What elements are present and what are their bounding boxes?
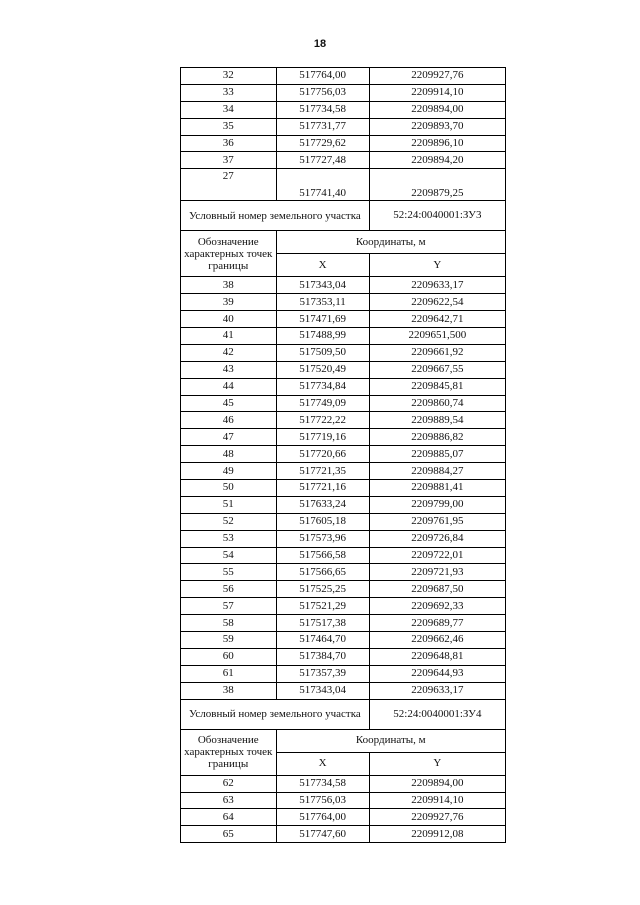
x-value: 517727,48 [276,152,369,169]
point-id: 59 [181,632,277,649]
x-value: 517566,58 [276,547,369,564]
coordinates-table [180,67,506,843]
table-row [181,564,506,581]
point-id: 55 [181,564,277,581]
x-value: 517509,50 [276,344,369,361]
point-id: 57 [181,598,277,615]
point-id: 37 [181,152,277,169]
y-value: 2209726,84 [369,530,505,547]
point-id: 33 [181,84,277,101]
table-row [181,826,506,843]
x-value: 517633,24 [276,496,369,513]
x-value: 517384,70 [276,648,369,665]
y-value: 2209633,17 [369,682,505,699]
x-value: 517731,77 [276,118,369,135]
x-value: 517741,40 [276,169,369,201]
y-value: 2209860,74 [369,395,505,412]
x-value: 517573,96 [276,530,369,547]
table-row [181,344,506,361]
y-value: 2209722,01 [369,547,505,564]
table-row [181,311,506,328]
plot-number-row [181,699,506,729]
table-row [181,101,506,118]
y-value: 2209912,08 [369,826,505,843]
y-value: 2209889,54 [369,412,505,429]
y-value: 2209661,92 [369,344,505,361]
point-id: 44 [181,378,277,395]
x-value: 517721,35 [276,463,369,480]
point-id: 42 [181,344,277,361]
x-value: 517521,29 [276,598,369,615]
y-value: 2209885,07 [369,446,505,463]
header-row [181,231,506,254]
x-value: 517749,09 [276,395,369,412]
point-id: 45 [181,395,277,412]
x-value: 517357,39 [276,665,369,682]
point-id: 50 [181,480,277,497]
table-row [181,378,506,395]
x-value: 517734,58 [276,775,369,792]
point-id: 47 [181,429,277,446]
point-id: 38 [181,682,277,699]
x-value: 517764,00 [276,68,369,85]
y-value: 2209914,10 [369,84,505,101]
x-value: 517464,70 [276,632,369,649]
y-value: 2209881,41 [369,480,505,497]
point-id: 32 [181,68,277,85]
x-value: 517353,11 [276,294,369,311]
x-value: 517525,25 [276,581,369,598]
y-value: 2209622,54 [369,294,505,311]
x-value: 517734,58 [276,101,369,118]
table-row [181,581,506,598]
table-row [181,277,506,294]
point-header: Обозначение характерных точек границы [181,729,277,775]
point-id: 35 [181,118,277,135]
plot-number: 52:24:0040001:ЗУ3 [369,201,505,231]
table-row [181,412,506,429]
y-value: 2209799,00 [369,496,505,513]
point-id: 58 [181,615,277,632]
y-value: 2209894,00 [369,775,505,792]
y-value: 2209894,00 [369,101,505,118]
table-row [181,792,506,809]
table-row [181,775,506,792]
y-value: 2209633,17 [369,277,505,294]
x-value: 517734,84 [276,378,369,395]
plot-label: Условный номер земельного участка [181,699,370,729]
table-row [181,496,506,513]
y-value: 2209927,76 [369,68,505,85]
table-row [181,118,506,135]
y-header: Y [369,254,505,277]
x-value: 517488,99 [276,328,369,345]
y-value: 2209914,10 [369,792,505,809]
table-row [181,446,506,463]
x-value: 517720,66 [276,446,369,463]
y-value: 2209689,77 [369,615,505,632]
y-value: 2209893,70 [369,118,505,135]
coords-header: Координаты, м [276,231,506,254]
point-id: 49 [181,463,277,480]
y-value: 2209894,20 [369,152,505,169]
point-id: 48 [181,446,277,463]
point-id: 62 [181,775,277,792]
y-value: 2209721,93 [369,564,505,581]
y-value: 2209692,33 [369,598,505,615]
plot-number-row [181,201,506,231]
table-row [181,682,506,699]
coords-header: Координаты, м [276,729,506,752]
point-id: 40 [181,311,277,328]
y-value: 2209648,81 [369,648,505,665]
y-value: 2209879,25 [369,169,505,201]
y-value: 2209642,71 [369,311,505,328]
plot-number: 52:24:0040001:ЗУ4 [369,699,505,729]
point-header: Обозначение характерных точек границы [181,231,277,277]
y-value: 2209845,81 [369,378,505,395]
point-id: 51 [181,496,277,513]
table-row [181,68,506,85]
point-id: 61 [181,665,277,682]
x-value: 517471,69 [276,311,369,328]
header-row [181,729,506,752]
x-value: 517343,04 [276,682,369,699]
table-row [181,809,506,826]
table-row [181,513,506,530]
point-id: 38 [181,277,277,294]
y-value: 2209667,55 [369,361,505,378]
x-value: 517756,03 [276,792,369,809]
table-row [181,480,506,497]
x-value: 517729,62 [276,135,369,152]
y-value: 2209927,76 [369,809,505,826]
y-value: 2209644,93 [369,665,505,682]
table-row [181,328,506,345]
table-row [181,152,506,169]
table-row [181,361,506,378]
y-value: 2209662,46 [369,632,505,649]
table-row [181,294,506,311]
x-value: 517722,22 [276,412,369,429]
point-id: 39 [181,294,277,311]
point-id: 34 [181,101,277,118]
x-value: 517721,16 [276,480,369,497]
point-id: 63 [181,792,277,809]
point-id: 46 [181,412,277,429]
point-id: 43 [181,361,277,378]
x-value: 517756,03 [276,84,369,101]
x-value: 517343,04 [276,277,369,294]
table-row [181,615,506,632]
table-row [181,530,506,547]
table-row [181,429,506,446]
x-value: 517566,65 [276,564,369,581]
point-id: 27 [181,169,277,201]
y-value: 2209687,50 [369,581,505,598]
table-row [181,395,506,412]
page-number: 18 [313,38,327,50]
table-row [181,135,506,152]
point-id: 36 [181,135,277,152]
x-value: 517605,18 [276,513,369,530]
y-value: 2209761,95 [369,513,505,530]
table-row [181,547,506,564]
y-value: 2209896,10 [369,135,505,152]
point-id: 54 [181,547,277,564]
y-value: 2209651,500 [369,328,505,345]
table-row [181,463,506,480]
table-row [181,648,506,665]
point-id: 53 [181,530,277,547]
x-header: X [276,752,369,775]
y-header: Y [369,752,505,775]
table-row [181,84,506,101]
x-value: 517747,60 [276,826,369,843]
x-value: 517764,00 [276,809,369,826]
table-row [181,598,506,615]
point-id: 64 [181,809,277,826]
point-id: 41 [181,328,277,345]
x-value: 517719,16 [276,429,369,446]
table-row [181,169,506,201]
point-id: 60 [181,648,277,665]
x-header: X [276,254,369,277]
table-row [181,632,506,649]
table-row [181,665,506,682]
point-id: 56 [181,581,277,598]
x-value: 517520,49 [276,361,369,378]
y-value: 2209884,27 [369,463,505,480]
plot-label: Условный номер земельного участка [181,201,370,231]
point-id: 65 [181,826,277,843]
y-value: 2209886,82 [369,429,505,446]
x-value: 517517,38 [276,615,369,632]
point-id: 52 [181,513,277,530]
